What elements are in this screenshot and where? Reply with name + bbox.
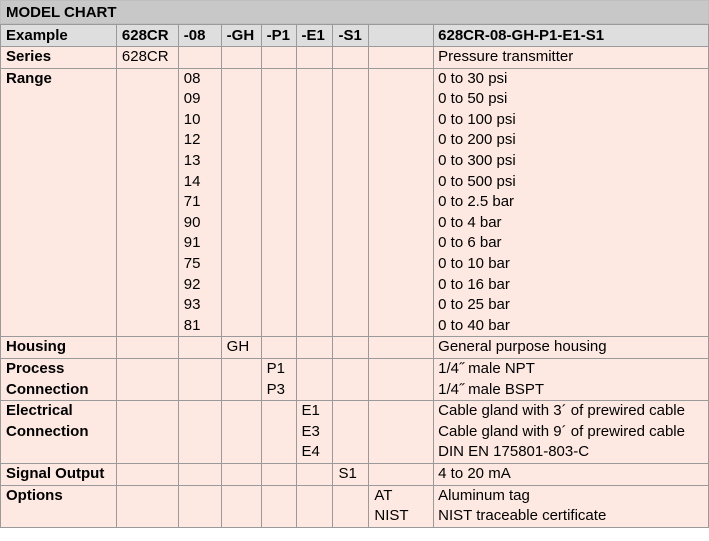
model-chart-table (0, 24, 709, 528)
description-cell (434, 68, 709, 337)
code-cell (296, 463, 333, 485)
code-cell (261, 463, 296, 485)
code-value: 91 (183, 234, 201, 252)
row-label (1, 485, 117, 527)
code-value: 14 (183, 172, 201, 190)
code-cell (369, 337, 434, 359)
row-housing (1, 337, 709, 359)
chart-title: MODEL CHART (6, 4, 117, 21)
chart-title-bar (0, 0, 709, 24)
description-value: DIN EN 175801-803-C (438, 443, 590, 461)
row-process (1, 358, 709, 400)
description-cell (434, 47, 709, 69)
description-cell (434, 358, 709, 400)
code-value: S1 (338, 464, 357, 482)
code-value: 12 (183, 131, 201, 149)
code-value: 71 (183, 193, 201, 211)
code-cell (296, 401, 333, 464)
description-value: 0 to 10 bar (438, 254, 510, 272)
code-cell (333, 68, 369, 337)
row-range (1, 68, 709, 337)
code-cell (296, 337, 333, 359)
code-cell (178, 401, 221, 464)
code-value: 09 (183, 90, 201, 108)
code-cell (261, 68, 296, 337)
code-value: 81 (183, 316, 201, 334)
header-label: Example (1, 25, 117, 47)
row-series (1, 47, 709, 69)
header-code-range: -08 (178, 25, 221, 47)
description-value: 0 to 40 bar (438, 316, 510, 334)
description-value: Cable gland with 9´ of prewired cable (438, 422, 685, 440)
code-cell (369, 401, 434, 464)
code-value: E4 (301, 443, 320, 461)
row-label-line: Options (6, 486, 63, 504)
row-label-line: Process (6, 359, 65, 377)
code-cell (369, 68, 434, 337)
row-label (1, 463, 117, 485)
row-label-line: Electrical (6, 402, 73, 420)
description-value: 0 to 500 psi (438, 172, 516, 190)
header-code-signal: -S1 (333, 25, 369, 47)
code-cell (116, 337, 178, 359)
code-value: AT (374, 486, 393, 504)
code-cell (221, 463, 261, 485)
description-value: 0 to 4 bar (438, 213, 502, 231)
code-cell (333, 485, 369, 527)
code-cell (369, 485, 434, 527)
code-cell (296, 68, 333, 337)
description-value: 0 to 2.5 bar (438, 193, 515, 211)
code-value: NIST (374, 507, 409, 525)
code-cell (221, 47, 261, 69)
description-value: 0 to 6 bar (438, 234, 502, 252)
description-cell (434, 401, 709, 464)
row-label-line: Range (6, 69, 52, 87)
code-cell (178, 68, 221, 337)
code-cell (116, 401, 178, 464)
row-options (1, 485, 709, 527)
code-value: P1 (266, 359, 285, 377)
code-value: E1 (301, 402, 320, 420)
row-label (1, 337, 117, 359)
code-cell (333, 47, 369, 69)
header-full-code: 628CR-08-GH-P1-E1-S1 (434, 25, 709, 47)
code-value: GH (226, 338, 250, 356)
code-cell (221, 337, 261, 359)
code-value: 10 (183, 110, 201, 128)
code-cell (261, 47, 296, 69)
description-value: 0 to 16 bar (438, 275, 510, 293)
code-value: 08 (183, 69, 201, 87)
code-cell (261, 358, 296, 400)
row-label-line: Connection (6, 422, 89, 440)
code-cell (178, 463, 221, 485)
description-value: 0 to 30 psi (438, 69, 508, 87)
row-signal (1, 463, 709, 485)
code-cell (178, 337, 221, 359)
description-cell (434, 337, 709, 359)
header-code-series: 628CR (116, 25, 178, 47)
description-value: 0 to 50 psi (438, 90, 508, 108)
code-value: 628CR (121, 48, 169, 65)
code-cell (333, 401, 369, 464)
code-cell (116, 68, 178, 337)
description-value: NIST traceable certificate (438, 507, 607, 525)
description-value: General purpose housing (438, 338, 607, 356)
description-cell (434, 463, 709, 485)
description-value: 1/4˝ male BSPT (438, 380, 545, 398)
code-value: 75 (183, 254, 201, 272)
description-value: Pressure transmitter (438, 48, 574, 65)
code-value: 92 (183, 275, 201, 293)
header-code-process: -P1 (261, 25, 296, 47)
description-value: Cable gland with 3´ of prewired cable (438, 402, 685, 420)
code-cell (261, 401, 296, 464)
description-cell (434, 485, 709, 527)
code-cell (369, 463, 434, 485)
row-label-line: Connection (6, 380, 89, 398)
code-cell (333, 463, 369, 485)
code-cell (178, 485, 221, 527)
header-code-housing: -GH (221, 25, 261, 47)
row-label (1, 68, 117, 337)
row-label (1, 401, 117, 464)
code-cell (333, 337, 369, 359)
code-cell (221, 485, 261, 527)
row-label (1, 47, 117, 69)
row-label-line: Housing (6, 338, 66, 356)
row-label-line: Signal Output (6, 464, 105, 482)
header-code-options (369, 25, 434, 47)
code-value: P3 (266, 380, 285, 398)
code-value: 90 (183, 213, 201, 231)
code-cell (221, 358, 261, 400)
code-value: E3 (301, 422, 320, 440)
description-value: Aluminum tag (438, 486, 530, 504)
code-cell (261, 337, 296, 359)
row-electrical (1, 401, 709, 464)
code-cell (116, 358, 178, 400)
code-cell (369, 47, 434, 69)
code-cell (221, 401, 261, 464)
description-value: 0 to 25 bar (438, 296, 510, 314)
code-cell (333, 358, 369, 400)
code-cell (296, 485, 333, 527)
code-cell (261, 485, 296, 527)
row-label-line: Series (6, 48, 52, 65)
header-row (1, 25, 709, 47)
code-value: 93 (183, 296, 201, 314)
row-label (1, 358, 117, 400)
description-value: 0 to 100 psi (438, 110, 516, 128)
description-value: 1/4˝ male NPT (438, 359, 535, 377)
code-cell (369, 358, 434, 400)
code-cell (296, 358, 333, 400)
code-cell (221, 68, 261, 337)
description-value: 0 to 300 psi (438, 151, 516, 169)
code-cell (116, 47, 178, 69)
code-cell (178, 358, 221, 400)
code-cell (296, 47, 333, 69)
code-cell (116, 485, 178, 527)
code-cell (116, 463, 178, 485)
code-cell (178, 47, 221, 69)
header-code-electrical: -E1 (296, 25, 333, 47)
description-value: 4 to 20 mA (438, 464, 511, 482)
code-value: 13 (183, 151, 201, 169)
description-value: 0 to 200 psi (438, 131, 516, 149)
